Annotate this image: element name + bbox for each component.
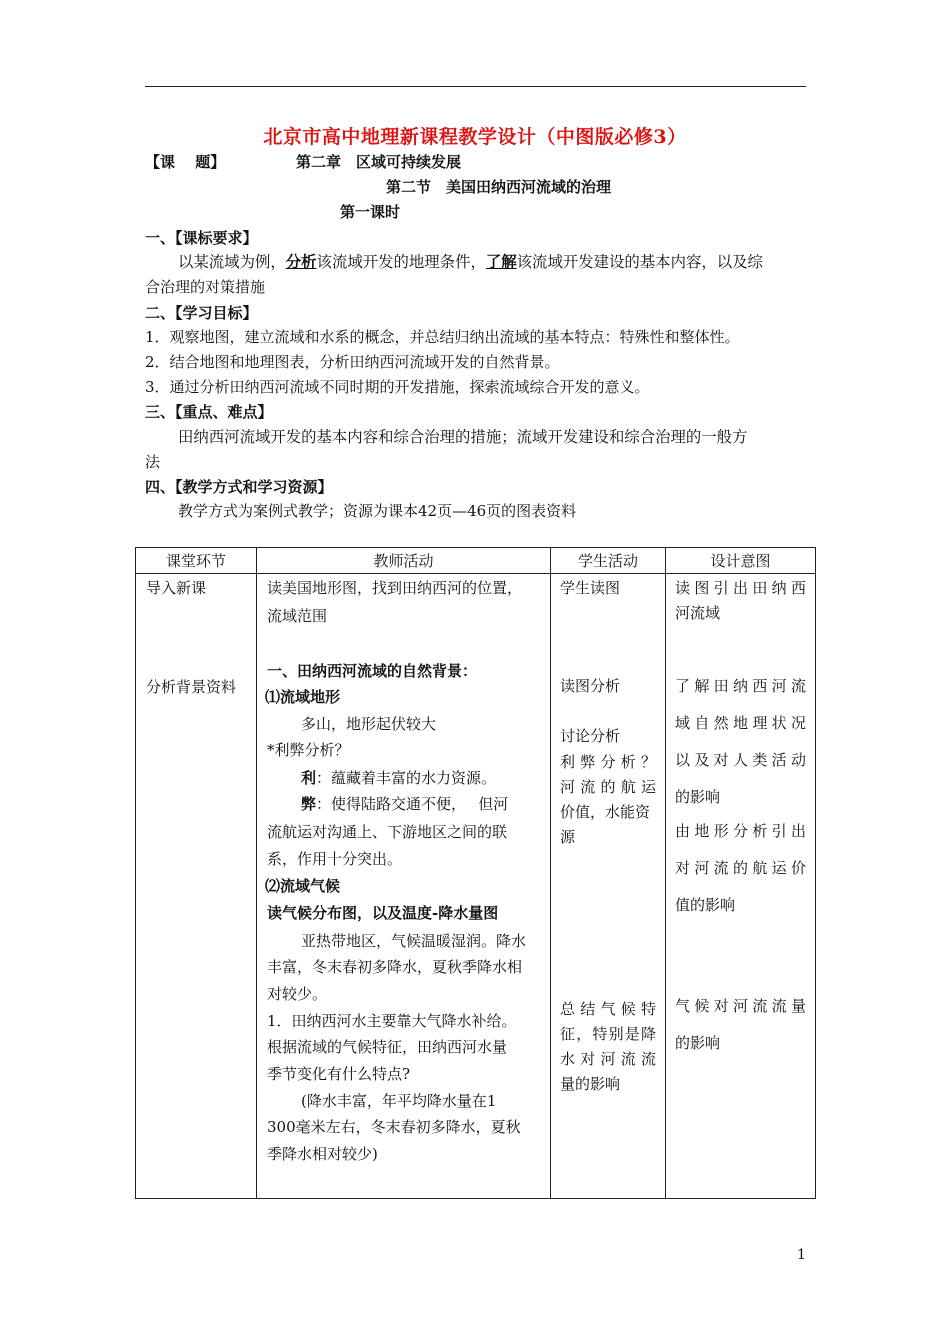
- objective-item: 3．通过分析田纳西河流域不同时期的开发措施，探索流域综合开发的意义。: [145, 378, 650, 396]
- table-row: [136, 574, 816, 1199]
- teacher-cell: [257, 574, 551, 1199]
- student-text: 利弊分析？: [560, 753, 656, 771]
- student-text: 源: [560, 828, 576, 846]
- teacher-text: 丰富，冬末春初多降水，夏秋季降水相: [267, 958, 523, 976]
- teacher-text: 300毫米左右，冬末春初多降水，夏秋: [267, 1118, 521, 1136]
- con-text: ：使得陆路交通不便， 但河: [316, 795, 509, 813]
- teacher-text: 系，作用十分突出。: [267, 850, 403, 868]
- design-text: 读图引出田纳西: [675, 579, 806, 597]
- design-text: 气候对河流流量: [675, 997, 806, 1015]
- objective-item: 2．结合地图和地理图表，分析田纳西河流域开发的自然背景。: [145, 353, 560, 371]
- sec4-heading: 四、【教学方式和学习资源】: [145, 478, 333, 496]
- teacher-text: 流航运对沟通上、下游地区之间的联: [267, 823, 508, 841]
- sec3-heading: 三、【重点、难点】: [145, 403, 273, 421]
- chapter-title: 第二章 区域可持续发展: [296, 153, 462, 171]
- student-cell: [551, 574, 666, 1199]
- teacher-subheading: ⑵流域气候: [265, 877, 341, 895]
- design-text: 由地形分析引出: [675, 822, 806, 840]
- sec1-mid: 该流域开发的地理条件，: [316, 253, 486, 271]
- teacher-text: 对较少。: [267, 985, 328, 1003]
- stage-intro: 导入新课: [146, 579, 207, 597]
- teacher-text: 读美国地形图，找到田纳西河的位置，: [267, 579, 523, 597]
- student-text: 总结气候特: [560, 1000, 656, 1018]
- student-text: 水对河流流: [560, 1050, 656, 1068]
- col-header-design: 设计意图: [666, 548, 816, 574]
- sec1-heading: 一、【课标要求】: [145, 229, 258, 247]
- teacher-text: (降水丰富，年平均降水量在1: [301, 1092, 497, 1110]
- student-text: 征，特别是降: [560, 1025, 656, 1043]
- design-text: 值的影响: [675, 896, 736, 914]
- teacher-text: 季节变化有什么特点?: [267, 1065, 411, 1083]
- student-text: 读图分析: [560, 677, 621, 695]
- teacher-text: 亚热带地区，气候温暖湿润。降水: [301, 932, 527, 950]
- sec3-line2: 法: [145, 453, 161, 471]
- pro-label: 利: [301, 769, 317, 787]
- keyword-understand: 了解: [485, 253, 517, 271]
- lesson-plan-table: [135, 547, 816, 1199]
- stage-cell: [136, 574, 257, 1199]
- student-text: 量的影响: [560, 1075, 621, 1093]
- sec1-post: 该流域开发建设的基本内容，以及综: [516, 253, 763, 271]
- section-title: 第二节 美国田纳西河流域的治理: [386, 178, 612, 196]
- teacher-subheading: 读气候分布图，以及温度-降水量图: [267, 904, 499, 922]
- sec1-line1: [178, 250, 763, 274]
- keyword-analyze: 分析: [285, 253, 317, 271]
- teacher-text: *利弊分析？: [267, 741, 350, 759]
- design-text: 河流域: [675, 604, 721, 622]
- page-number: 1: [797, 1247, 806, 1263]
- design-text: 的影响: [675, 1034, 721, 1052]
- sec1-pre: 以某流域为例，: [178, 253, 286, 271]
- design-text: 的影响: [675, 788, 721, 806]
- col-header-teacher: 教师活动: [257, 548, 551, 574]
- design-text: 域自然地理状况: [675, 714, 806, 732]
- teacher-text: 多山，地形起伏较大: [301, 715, 437, 733]
- student-text: 河流的航运: [560, 778, 656, 796]
- teacher-text: 流域范围: [267, 607, 328, 625]
- teacher-text: 季降水相对较少): [267, 1145, 378, 1163]
- col-header-student: 学生活动: [551, 548, 666, 574]
- course-label: 【课 题】: [145, 153, 226, 171]
- teacher-heading: 一、田纳西河流域的自然背景：: [267, 662, 478, 680]
- sec4-text: 教学方式为案例式教学；资源为课本42页—46页的图表资料: [178, 502, 577, 520]
- table-header-row: [136, 548, 816, 574]
- teacher-text: [301, 766, 496, 791]
- design-text: 对河流的航运价: [675, 859, 806, 877]
- student-text: 学生读图: [560, 579, 621, 597]
- pro-text: ：蕴藏着丰富的水力资源。: [316, 769, 497, 787]
- design-text: 了解田纳西河流: [675, 677, 806, 695]
- design-text: 以及对人类活动: [675, 751, 806, 769]
- teacher-subheading: ⑴流域地形: [265, 688, 341, 706]
- sec1-line2: 合治理的对策措施: [145, 278, 266, 296]
- design-cell: [666, 574, 816, 1199]
- document-title: 北京市高中地理新课程教学设计（中图版必修3）: [263, 126, 687, 148]
- con-label: 弊: [301, 795, 317, 813]
- student-text: 价值，水能资: [560, 803, 651, 821]
- stage-background: 分析背景资料: [146, 678, 237, 696]
- lesson-title: 第一课时: [340, 203, 401, 221]
- teacher-text: [301, 792, 508, 817]
- col-header-stage: 课堂环节: [136, 548, 257, 574]
- sec2-heading: 二、【学习目标】: [145, 304, 258, 322]
- sec3-line1: 田纳西河流域开发的基本内容和综合治理的措施；流域开发建设和综合治理的一般方: [178, 428, 748, 446]
- header-rule: [145, 86, 806, 87]
- student-text: 讨论分析: [560, 727, 621, 745]
- teacher-text: 1．田纳西河水主要靠大气降水补给。: [267, 1012, 517, 1030]
- teacher-text: 根据流域的气候特征，田纳西河水量: [267, 1038, 508, 1056]
- objective-item: 1．观察地图，建立流域和水系的概念，并总结归纳出流域的基本特点：特殊性和整体性。: [145, 328, 740, 346]
